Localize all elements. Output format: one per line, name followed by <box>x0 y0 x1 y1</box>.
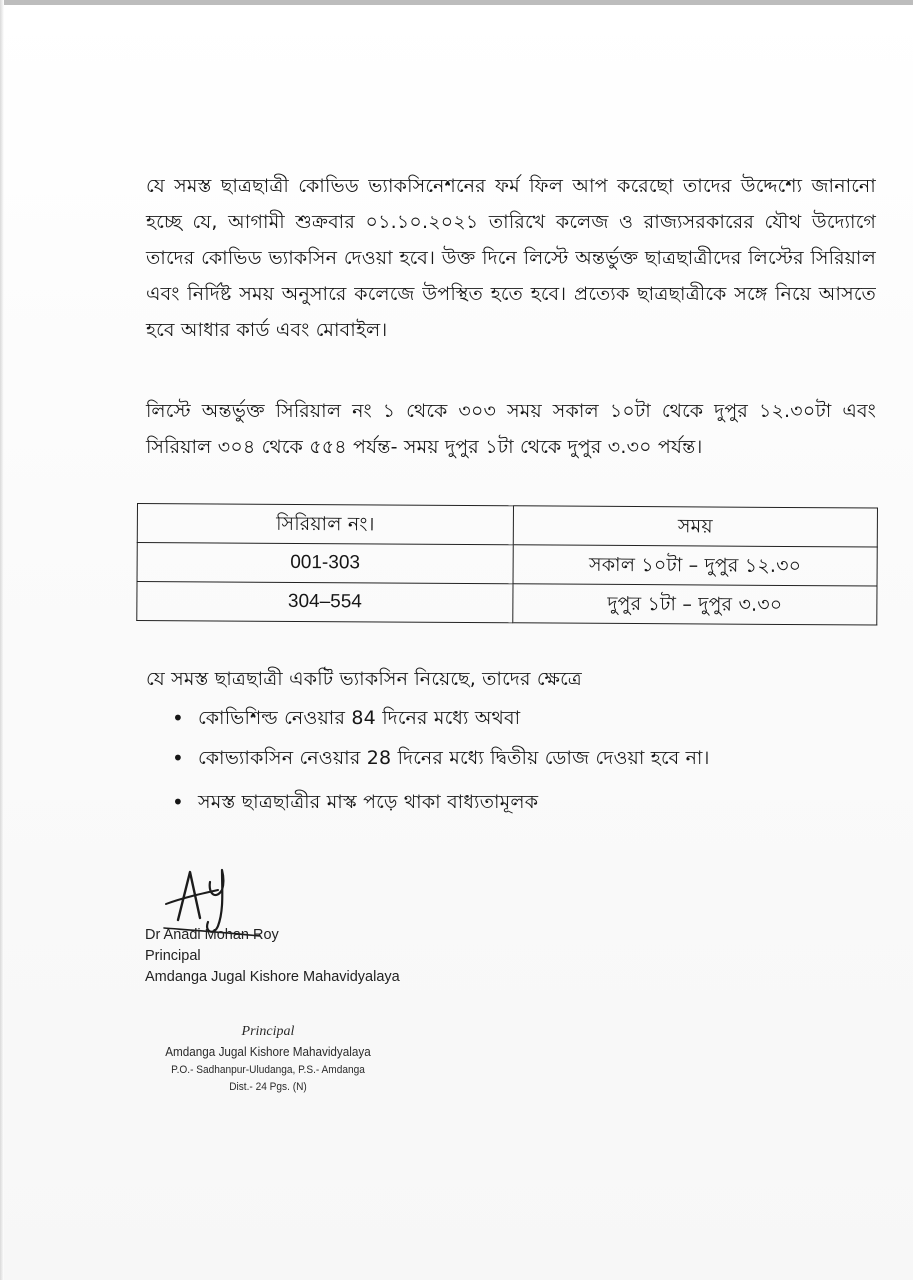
time-cell: দুপুর ১টা – দুপুর ৩.৩০ <box>513 584 877 625</box>
stamp-title: Principal <box>241 1024 295 1039</box>
stamp-institution: Amdanga Jugal Kishore Mahavidyalaya <box>165 1044 371 1059</box>
notice-paragraph-1 <box>146 168 876 348</box>
signatory-name: Dr Anadi Mohan Roy <box>145 927 279 943</box>
bullet-icon: • <box>172 706 184 730</box>
schedule-table <box>136 503 878 626</box>
scan-edge-top <box>0 0 913 5</box>
scan-edge-left <box>0 0 4 1280</box>
table-row <box>137 582 877 626</box>
stamp-address-line-1: P.O.- Sadhanpur-Uludanga, P.S.- Amdanga <box>171 1064 365 1076</box>
rule-text: কোভিশিল্ড নেওয়ার 84 দিনের মধ্যে অথবা <box>198 707 521 729</box>
serial-header: সিরিয়াল নং। <box>137 504 513 545</box>
table-header-row <box>137 504 877 548</box>
bullet-icon: • <box>172 746 184 770</box>
time-header: সময় <box>513 506 877 547</box>
rule-text: সমস্ত ছাত্রছাত্রীর মাস্ক পড়ে থাকা বাধ্যতামূলক <box>198 791 539 813</box>
serial-cell: 304–554 <box>137 582 513 623</box>
serial-cell: 001-303 <box>137 543 513 584</box>
official-stamp <box>148 1022 388 1096</box>
signatory-designation: Principal <box>145 948 201 964</box>
notice-paragraph-2-text: লিস্টে অন্তর্ভুক্ত সিরিয়াল নং ১ থেকে ৩০৩ সময় সকাল ১০টা থেকে দুপুর ১২.৩০টা এবং সিরিয়াল ৩০৪ থেকে ৫৫৪ পর্যন্ত- সময় দুপুর ১টা থেকে দুপুর ৩.৩০ পর্যন্ত। <box>146 400 876 458</box>
bullet-icon: • <box>172 790 184 814</box>
table-row <box>137 543 877 587</box>
rule-text: কোভ্যাকসিন নেওয়ার 28 দিনের মধ্যে দ্বিতীয় ডোজ দেওয়া হবে না। <box>198 747 710 769</box>
signatory-block <box>145 925 400 988</box>
list-item <box>172 740 872 776</box>
time-cell: সকাল ১০টা – দুপুর ১২.৩০ <box>513 545 877 586</box>
notice-paragraph-2 <box>146 393 876 465</box>
notice-paragraph-1-text: যে সমস্ত ছাত্রছাত্রী কোভিড ভ্যাকসিনেশনের ফর্ম ফিল আপ করেছো তাদের উদ্দেশ্যে জানানো হচ্ছে যে, আগামী শুক্রবার ০১.১০.২০২১ তারিখে কলেজ ও রাজ্যসরকারের যৌথ উদ্যোগে তাদের কোভিড ভ্যাকসিন দেওয়া হবে। উক্ত দিনে লিস্টে অন্তর্ভুক্ত ছাত্রছাত্রীদের লিস্টের সিরিয়াল এবং নির্দিষ্ট সময় অনুসারে কলেজে উপস্থিত হতে হবে। প্রত্যেক ছাত্রছাত্রীকে সঙ্গে নিয়ে আসতে হবে আধার কার্ড এবং মোবাইল। <box>146 175 876 341</box>
list-item <box>172 700 872 736</box>
rules-list <box>172 700 872 824</box>
rules-intro: যে সমস্ত ছাত্রছাত্রী একটি ভ্যাকসিন নিয়েছে, তাদের ক্ষেত্রে <box>146 668 582 690</box>
list-item <box>172 784 872 820</box>
stamp-address-line-2: Dist.- 24 Pgs. (N) <box>229 1081 307 1093</box>
signatory-institution: Amdanga Jugal Kishore Mahavidyalaya <box>145 969 400 985</box>
